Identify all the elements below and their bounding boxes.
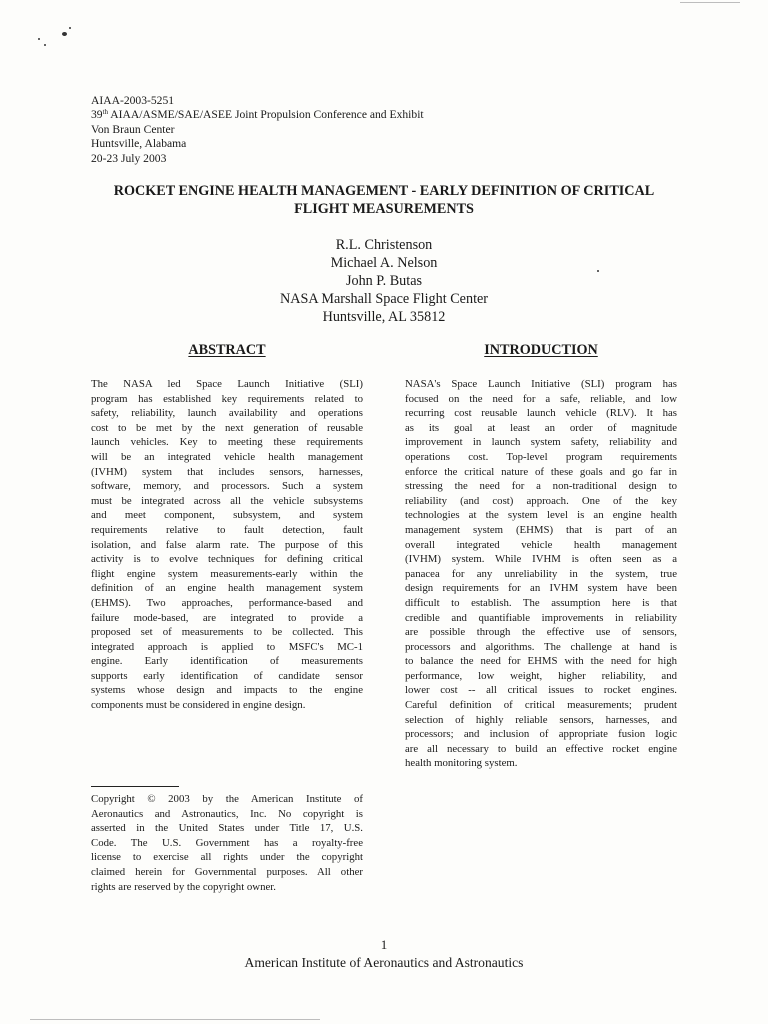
text-line: Aeronautics and Astronautics, Inc. No copyright is [91,807,363,820]
copyright-notice [91,792,363,894]
page-number: 1 [380,937,388,952]
dates: 20-23 July 2003 [91,151,167,165]
scan-speck [69,27,71,29]
text-line: NASA's Space Launch Initiative (SLI) program has [405,378,677,390]
text-line: program has established key requirements related to [91,392,363,405]
footnote-rule [91,786,179,787]
text-line: credible and quantifiable improvements in reliability [405,611,677,624]
text-line: to balance the need for EHMS with the need for high [405,655,677,668]
text-line: must be integrated across all the vehicle subsystems [91,494,363,507]
text-line: asserted in the United States under Title 17, U.S. [91,822,363,835]
city: Huntsville, Alabama [91,137,187,151]
text-line: flight engine system measurements-early within the [91,567,363,580]
scan-edge-line [30,1019,320,1020]
text-line: components must be considered in engine design. [91,699,306,712]
text-line: safety, reliability, launch availability and operations [91,407,363,420]
scan-speck [44,44,46,46]
text-line: license to exercise all rights under the copyright [91,851,363,864]
conference-line: 39th AIAA/ASME/SAE/ASEE Joint Propulsion Conference and Exhibit [91,108,424,122]
author-name: R.L. Christenson [335,237,433,253]
text-line: are possible through the effective use of sensors, [405,626,677,639]
affiliation-address: Huntsville, AL 35812 [322,309,446,325]
introduction-heading: INTRODUCTION [484,342,598,358]
text-line: engine. Early identification of measurements [91,655,363,668]
author-block [184,236,584,326]
text-line: enforce the critical nature of these goals and go far in [405,465,677,478]
text-line: Careful definition of critical measurements; prudent [405,699,677,712]
affiliation: NASA Marshall Space Flight Center [279,291,489,307]
text-line: Copyright © 2003 by the American Institute of [91,793,363,805]
text-line: management system (EHMS) that is part of an [405,523,677,536]
text-line: activity is to evolve techniques for defining critical [91,553,363,566]
abstract-heading: ABSTRACT [188,342,266,358]
text-line: integrated approach is applied to MSFC's MC-1 [91,640,363,653]
introduction-body [405,377,677,771]
text-line: lower cost -- all critical issues to rocket engines. [405,684,677,697]
scan-speck [597,270,599,272]
page-footer: American Institute of Aeronautics and Astronautics [244,955,524,970]
text-line: failure mode-based, are integrated to provide a [91,611,363,624]
text-line: requirements relative to fault detection, fault [91,523,363,536]
text-line: rights are reserved by the copyright owner. [91,880,276,893]
text-line: software, memory, and processors. Such a system [91,480,363,493]
text-line: stressing the need for a non-traditional design to [405,480,677,493]
text-line: Code. The U.S. Government has a royalty-free [91,836,363,849]
text-line: are all necessary to build an effective rocket engine [405,742,677,755]
scan-speck [38,38,40,40]
text-line: (EHMS). Two approaches, performance-based and [91,596,363,609]
scan-speck [62,32,67,36]
text-line: recurring cost reusable launch vehicle (RLV). It has [405,407,677,420]
text-line: design requirements for an IVHM system have been [405,582,677,595]
text-line: and meet component, subsystem, and system [91,509,363,522]
author-name: John P. Butas [345,273,423,289]
text-line: processors; and inclusion of appropriate fusion logic [405,728,677,741]
conference-header [91,94,424,166]
text-line: (IVHM) system. While IVHM is often seen as a [405,553,677,566]
text-line: isolation, and false alarm rate. The purpose of this [91,538,363,551]
scan-edge-line [680,2,740,3]
text-line: cost to be met by the next generation of reusable [91,421,363,434]
text-line: The NASA led Space Launch Initiative (SLI) [91,378,363,390]
paper-id: AIAA-2003-5251 [91,94,175,107]
venue: Von Braun Center [91,122,175,136]
text-line: launch vehicles. Key to meeting these requirements [91,436,363,449]
text-line: health monitoring system. [405,757,518,770]
abstract-body [91,377,363,713]
text-line: focused on the need for a safe, reliable, and low [405,392,677,405]
text-line: operations cost. Top-level program requirements [405,450,677,463]
text-line: (IVHM) system that includes sensors, harnesses, [91,465,363,478]
text-line: as its goal at least an order of magnitude [405,421,677,434]
text-line: selection of highly reliable sensors, harnesses, and [405,713,677,726]
text-line: improvement in launch system safety, reliability and [405,436,677,449]
text-line: claimed herein for Governmental purposes. All other [91,865,363,878]
text-line: definition of an engine health management system [91,582,363,595]
text-line: performance, low weight, higher reliability, and [405,669,677,682]
text-line: technologies at the system level is an engine health [405,509,677,522]
author-name: Michael A. Nelson [330,255,438,271]
text-line: systems whose design and impacts to the engine [91,684,363,697]
text-line: reliability (and cost) approach. One of the key [405,494,677,507]
paper-title: ROCKET ENGINE HEALTH MANAGEMENT - EARLY DEFINITION OF CRITICAL FLIGHT MEASUREMENTS [113,183,655,217]
text-line: panacea for any unreliability in the system, true [405,567,677,580]
text-line: difficult to establish. The assumption here is that [405,596,677,609]
text-line: will be an integrated vehicle health management [91,450,363,463]
text-line: overall integrated vehicle health management [405,538,677,551]
text-line: processors and algorithms. The challenge at hand is [405,640,677,653]
text-line: supports early identification of candidate sensor [91,669,363,682]
text-line: proposed set of measurements to be collected. This [91,626,363,639]
